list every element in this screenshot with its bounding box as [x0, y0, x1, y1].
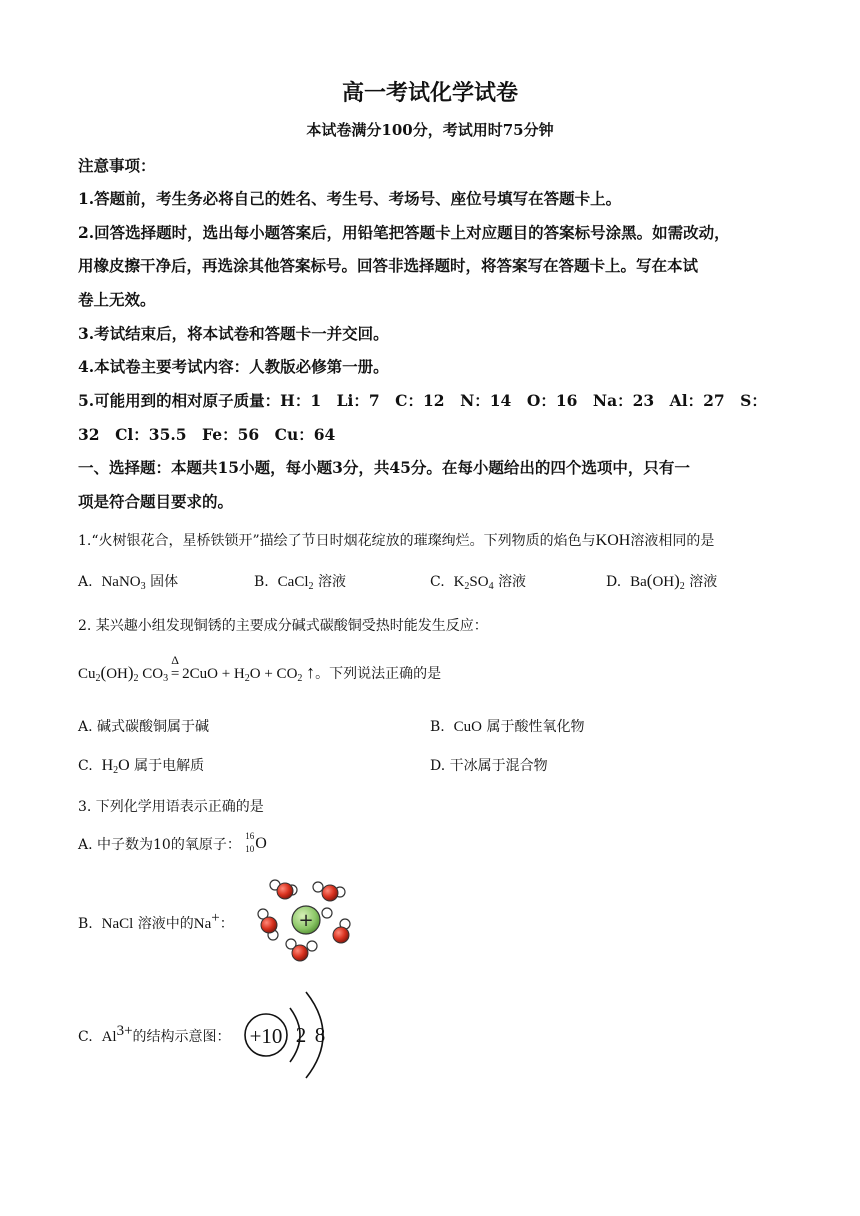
shell-2-electrons: 8: [314, 1023, 326, 1047]
question-3-option-b: B. NaCl 溶液中的Na+：: [78, 910, 234, 932]
water-molecule-1: [270, 880, 297, 899]
question-3-option-c: C. $Al^{3+}$的结构示意图：: [78, 1023, 231, 1045]
section-heading-line-1: 一、选择题：本题共15小题，每小题3分，共45分。在每小题给出的四个选项中，只有一: [78, 458, 690, 477]
notice-item-5-line-2: 32 Cl：35.5 Fe：56 Cu：64: [78, 425, 336, 444]
water-molecule-4: [322, 908, 350, 943]
question-2-option-d: D. 干冰属于混合物: [430, 758, 548, 774]
notice-item-1: 1.答题前，考生务必将自己的姓名、考生号、考场号、座位号填写在答题卡上。: [78, 189, 622, 208]
sodium-ion: [292, 906, 320, 934]
notice-item-2-line-1: 2.回答选择题时，选出每小题答案后，用铅笔把答题卡上对应题目的答案标号涂黑。如需改动，: [78, 223, 730, 242]
notice-item-2-line-3: 卷上无效。: [78, 290, 156, 309]
hydrated-sodium-ion-diagram: [255, 878, 355, 964]
notice-item-4: 4.本试卷主要考试内容：人教版必修第一册。: [78, 357, 389, 376]
aluminum-ion-structure-diagram: [240, 990, 335, 1082]
question-2-equation: $Cu_2(OH)_2$ $CO_3$ Δ = $2CuO + H_2O + CO_2$ ↑。下列说法正确的是: [78, 653, 442, 684]
question-3-stem: 3. 下列化学用语表示正确的是: [78, 799, 264, 815]
question-2-option-b: B. CuO 属于酸性氧化物: [430, 719, 585, 735]
question-1-stem: 1.“火树银花合，星桥铁锁开”描绘了节日时烟花绽放的璀璨绚烂。下列物质的焰色与KOH溶液相同的是: [78, 532, 715, 549]
nuclear-charge: +10: [249, 1024, 283, 1048]
question-1-option-b: B. CaCl$_2$ 溶液: [254, 574, 346, 592]
question-1-option-a: A. NaNO$_3$ 固体: [78, 574, 179, 592]
question-2-option-a: A. 碱式碳酸铜属于碱: [78, 719, 210, 735]
positive-charge-symbol: +: [298, 910, 314, 931]
water-molecule-5: [286, 939, 317, 961]
exam-info: 本试卷满分100分，考试用时75分钟: [306, 121, 554, 139]
oxygen-isotope-notation: 16 10 O: [245, 831, 267, 854]
water-molecule-2: [313, 882, 345, 901]
page-title: 高一考试化学试卷: [341, 80, 518, 106]
heating-symbol: Δ: [171, 653, 179, 667]
section-heading-line-2: 项是符合题目要求的。: [78, 492, 234, 511]
shell-1-electrons: 2: [295, 1023, 307, 1047]
question-1-option-c: C. $K_2SO_4$ 溶液: [430, 574, 527, 592]
water-molecule-3: [258, 909, 278, 940]
question-2-option-c: C. $H_2O$ 属于电解质: [78, 757, 205, 776]
question-1-option-d: D. $Ba(OH)_2$ 溶液: [606, 571, 718, 592]
notice-item-3: 3.考试结束后，将本试卷和答题卡一并交回。: [78, 324, 389, 343]
question-2-stem: 2. 某兴趣小组发现铜锈的主要成分碱式碳酸铜受热时能发生反应：: [78, 618, 488, 634]
notice-item-5-line-1: 5.可能用到的相对原子质量：H：1 Li：7 C：12 N：14 O：16 Na：23 Al：27 S：: [78, 391, 767, 410]
notice-heading: 注意事项：: [78, 156, 156, 175]
question-3-option-a: A. 中子数为10的氧原子： 16 10 O: [78, 834, 271, 855]
notice-item-2-line-2: 用橡皮擦干净后，再选涂其他答案标号。回答非选择题时，将答案写在答题卡上。写在本试: [78, 256, 699, 275]
